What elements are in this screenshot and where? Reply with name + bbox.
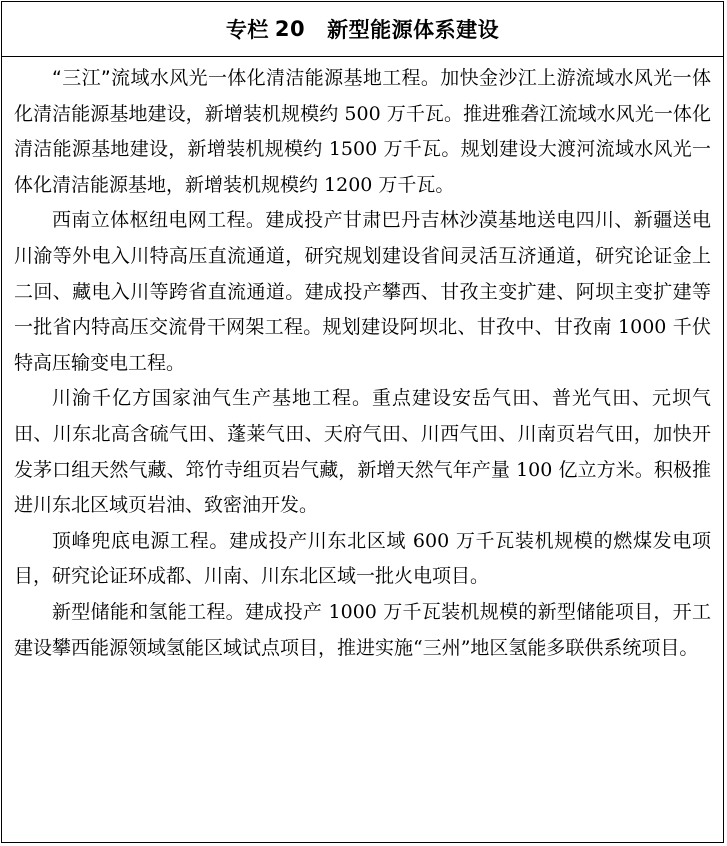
- paragraph-storage-hydrogen: [14, 595, 711, 666]
- paragraph-lead: 顶峰兜底电源工程。: [52, 529, 230, 552]
- paragraph-lead: 西南立体枢纽电网工程。: [52, 209, 266, 232]
- paragraph-lead: 新型储能和氢能工程。: [52, 600, 245, 623]
- title-number: 20: [274, 17, 306, 41]
- paragraph-body: 加快金沙江上游流域水风光一体化清洁能源基地建设，新增装机规模约 500 万千瓦。推进雅砻江流域水风光一体化清洁能源基地建设，新增装机规模约 1500 万千瓦。规划建设大渡河流域水风光一体化清洁能源基地，新增装机规模约 1200 万千瓦。: [14, 67, 711, 196]
- paragraph-grid: [14, 203, 711, 381]
- title-prefix: 专栏: [225, 18, 269, 42]
- paragraph-lead: 川渝千亿方国家油气生产基地工程。: [52, 387, 372, 410]
- paragraph-lead: “三江”流域水风光一体化清洁能源基地工程。: [52, 67, 441, 89]
- paragraph-oil-gas: [14, 381, 711, 523]
- paragraph-peak-power: [14, 524, 711, 595]
- box-content: [2, 57, 723, 666]
- title-text: 新型能源体系建设: [327, 18, 500, 42]
- paragraph-body: 重点建设安岳气田、普光气田、元坝气田、川东北高含硫气田、蓬莱气田、天府气田、川西气田、川南页岩气田，加快开发茅口组天然气藏、筇竹寺组页岩气藏，新增天然气年产量 100 亿立方米。积极推进川东北区域页岩油、致密油开发。: [14, 387, 711, 517]
- paragraph-sanjiang: [14, 61, 711, 203]
- paragraph-body: 建成投产川东北区域 600 万千瓦装机规模的燃煤发电项目，研究论证环成都、川南、川东北区域一批火电项目。: [14, 529, 711, 588]
- paragraph-body: 建成投产 1000 万千瓦装机规模的新型储能项目，开工建设攀西能源领域氢能区域试点项目，推进实施“三州”地区氢能多联供系统项目。: [14, 600, 711, 659]
- box-header: [2, 2, 723, 57]
- feature-box: [1, 1, 724, 843]
- paragraph-body: 建成投产甘肃巴丹吉林沙漠基地送电四川、新疆送电川渝等外电入川特高压直流通道，研究规划建设省间灵活互济通道，研究论证金上二回、藏电入川等跨省直流通道。建成投产攀西、甘孜主变扩建、阿坝主变扩建等一批省内特高压交流骨干网架工程。规划建设阿坝北、甘孜中、甘孜南 1000 千伏特高压输变电工程。: [14, 209, 711, 374]
